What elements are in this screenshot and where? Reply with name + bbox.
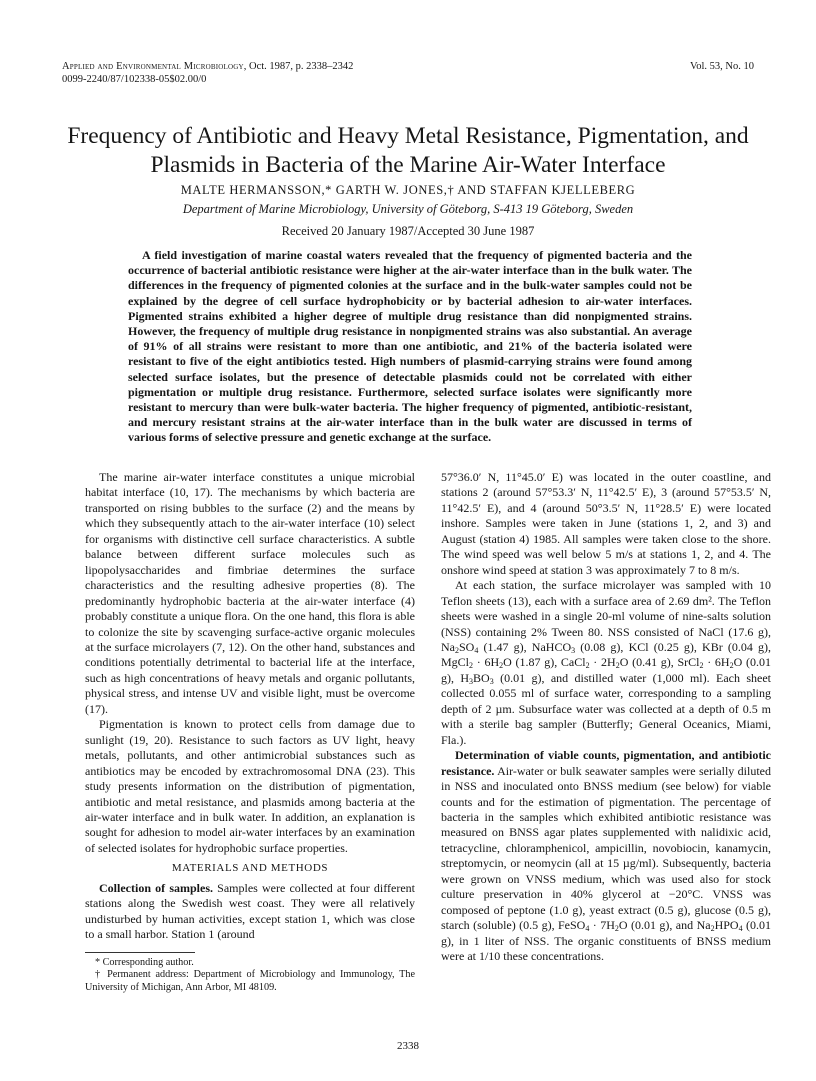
sampling-text-d: (0.08 g), KCl (0.25 g), KBr (0.04 g), MgCl (441, 639, 771, 670)
journal-citation (62, 60, 353, 73)
viable-counts-heading: Determination of viable counts, pigmentation, and antibiotic resistance. (441, 748, 771, 778)
collection-paragraph (85, 881, 415, 943)
subscript: 4 (585, 924, 590, 934)
subscript: 2 (729, 661, 734, 671)
sampling-text-g: · 2H (589, 655, 616, 670)
journal-date-pages: , Oct. 1987, p. 2338–2342 (243, 61, 354, 72)
journal-name: Applied and Environmental Microbiology (62, 61, 244, 72)
sampling-text-h: O (0.41 g), SrCl (619, 655, 700, 670)
intro-paragraph-2: Pigmentation is known to protect cells from damage due to sunlight (19, 20). Resistance to such factors as UV light, heavy metals, pollutants, and other antimicrobial substances such as antibiotics may be encoded by extrachromosomal DNA (23). This study presents information on the distribution of pigmentation, antibiotic and metal resistance, and plasmids among bacteria at the air-water interface and in bulk water. In addition, an explanation is sought for adhesion to model air-water interfaces by an examination of selected isolates for hydrophobic surface properties. (85, 717, 415, 855)
sampling-text-l: (0.01 g), and distilled water (1,000 ml). Each sheet collected 0.055 ml of surface water, corresponding to a sampling depth of 2 µm. Subsurface water was collected at a depth of 0.5 m with a sterile bag sampler (Butterfly; General Oceanics, Miami, Fla.). (441, 670, 771, 747)
sampling-text-f: O (1.87 g), CaCl (503, 655, 586, 670)
viable-text-e: (0.01 g), in 1 liter of NSS. The organic constituents of BNSS medium were at 1/10 these concentrations. (441, 918, 772, 964)
subscript: 2 (710, 924, 715, 934)
subscript: 2 (455, 645, 459, 655)
viable-text-d: HPO (714, 918, 739, 933)
journal-volume: Vol. 53, No. 10 (690, 61, 754, 72)
subscript: 2 (585, 661, 590, 671)
subscript: 3 (489, 676, 494, 686)
abstract: A field investigation of marine coastal waters revealed that the frequency of pigmented bacteria and the occurrence of bacterial antibiotic resistance were higher at the air-water interface than in the bulk water. The differences in the frequency of pigmented colonies at the surface and in the bulk-water samples could not be explained by the degree of cell surface hydrophobicity or by bacterial adhesion to air-water interfaces. Pigmented strains exhibited a higher degree of multiple drug resistance than did nonpigmented strains. However, the frequency of multiple drug resistance in nonpigmented strains was also substantial. An average of 91% of all strains were resistant to more than one antibiotic, and 21% of the bacteria isolated were resistant to five of the eight antibiotics tested. High numbers of plasmid-carrying strains were found among selected surface isolates, but the presence of detectable plasmids could not be correlated with either pigmentation or multiple drug resistance. Furthermore, selected surface isolates were significantly more resistant to mercury than were bulk-water bacteria. The higher frequency of pigmented, antibiotic-resistant, and mercury resistant strains at the air-water interface than in the bulk water are discussed in terms of various forms of selective pressure and genetic exchange at the surface. (128, 248, 692, 445)
footnotes (85, 957, 415, 995)
running-header-left (62, 60, 353, 86)
sampling-text-k: BO (473, 670, 490, 685)
sampling-paragraph (441, 578, 771, 748)
subscript: 3 (571, 645, 576, 655)
sampling-text-c: (1.47 g), NaHCO (478, 639, 572, 654)
sampling-text-i: · 6H (703, 655, 730, 670)
sampling-text-e: · 6H (473, 655, 500, 670)
collection-heading: Collection of samples. (99, 880, 213, 895)
right-column (441, 470, 771, 965)
sampling-text-j: O (0.01 g), H (441, 655, 771, 685)
page-number: 2338 (397, 1040, 419, 1052)
viable-text-b: · 7H (589, 918, 615, 933)
subscript: 2 (614, 924, 619, 934)
section-heading-materials-methods: MATERIALS AND METHODS (171, 862, 329, 875)
station-paragraph: 57°36.0′ N, 11°45.0′ E) was located in the outer coastline, and stations 2 (around 57°53.3′ N, 11°42.5′ E), 3 (around 57°53.5′ N, 11°42.5′ E), and 4 (around 50°3.5′ N, 11°28.5′ E) were located inshore. Samples were taken in June (stations 1, 2, and 3) and August (station 4) 1985. All samples were taken close to the shore. The wind speed was well below 5 m/s at stations 1, 2, and 4. The onshore wind speed at station 3 was approximately 7 to 8 m/s. (441, 470, 771, 577)
journal-issn: 0099-2240/87/102338-05$02.00/0 (62, 74, 207, 85)
viable-text-a: Air-water or bulk seawater samples were serially diluted in NSS and inoculated onto BNSS medium (see below) for viable counts and for the estimation of pigmentation. The percentage of bacteria in the samples which exhibited antibiotic resistance was measured on BNSS agar plates supplemented with nalidixic acid, tetracycline, chloramphenicol, ampicillin, novobiocin, kanamycin, streptomycin, or neomycin (all at 15 µg/ml). Subsequently, bacteria were grown on VNSS medium, which was used also for stock culture preservation in 40% glycerol at −20°C. VNSS was composed of peptone (1.0 g), yeast extract (0.5 g), glucose (0.5 g), starch (soluble) (0.5 g), FeSO (441, 763, 771, 933)
viable-text-c: O (0.01 g), and Na (618, 918, 711, 933)
subscript: 2 (499, 661, 504, 671)
footnote-corresponding: * Corresponding author. (95, 956, 194, 968)
footnote-permanent-address: † Permanent address: Department of Microbiology and Immunology, The University of Michigan, Ann Arbor, MI 48109. (85, 969, 415, 993)
intro-paragraph-1: The marine air-water interface constitutes a unique microbial habitat interface (10, 17). The mechanisms by which bacteria are transported on rising bubbles to the surface (2) and the means by which they subsequently attach to the air-water interface (10) select for organisms with distinctive cell surface characteristics. A subtle balance between different surface molecules such as lipopolysaccharides and fimbriae determines the surface characteristics and the resulting adhesive properties (8). The predominantly hydrophobic bacteria at the air-water interface (4) probably constitute a unique flora. On the one hand, this flora is able to colonize the site by scavenging surface-active organic molecules at the surface microlayers (7, 12). On the other hand, substances and conditions potentially detrimental to bacterial life at the interface, such as high concentrations of heavy metals and organic pollutants, physical stress, and intense UV and visible light, must be overcome (17). (85, 470, 415, 716)
collection-text: Samples were collected at four different stations along the Swedish west coast. They were all relatively undisturbed by human activities, except station 1, which was close to a small harbor. Station 1 (around (85, 880, 415, 942)
footnote-rule (85, 952, 195, 953)
author-list: MALTE HERMANSSON,* GARTH W. JONES,† AND STAFFAN KJELLEBERG (180, 183, 636, 197)
subscript: 2 (699, 661, 704, 671)
subscript: 4 (474, 645, 479, 655)
left-column (85, 470, 415, 994)
sampling-text-b: SO (459, 639, 475, 654)
subscript: 3 (469, 676, 474, 686)
sampling-text-a: At each station, the surface microlayer was sampled with 10 Teflon sheets (13), each with a surface area of 2.69 dm². The Teflon sheets were washed in a single 20-ml volume of nine-salts solution (NSS) containing 2% Tween 80. NSS consisted of NaCl (17.6 g), Na (441, 578, 771, 654)
viable-counts-paragraph (441, 748, 771, 964)
subscript: 2 (469, 661, 474, 671)
received-dates: Received 20 January 1987/Accepted 30 June 1987 (281, 224, 535, 238)
subscript: 2 (615, 661, 620, 671)
subscript: 4 (738, 924, 743, 934)
article-title: Frequency of Antibiotic and Heavy Metal Resistance, Pigmentation, and Plasmids in Bacteria of the Marine Air-Water Interface (67, 123, 749, 178)
author-affiliation: Department of Marine Microbiology, University of Göteborg, S-413 19 Göteborg, Sweden (182, 202, 634, 216)
